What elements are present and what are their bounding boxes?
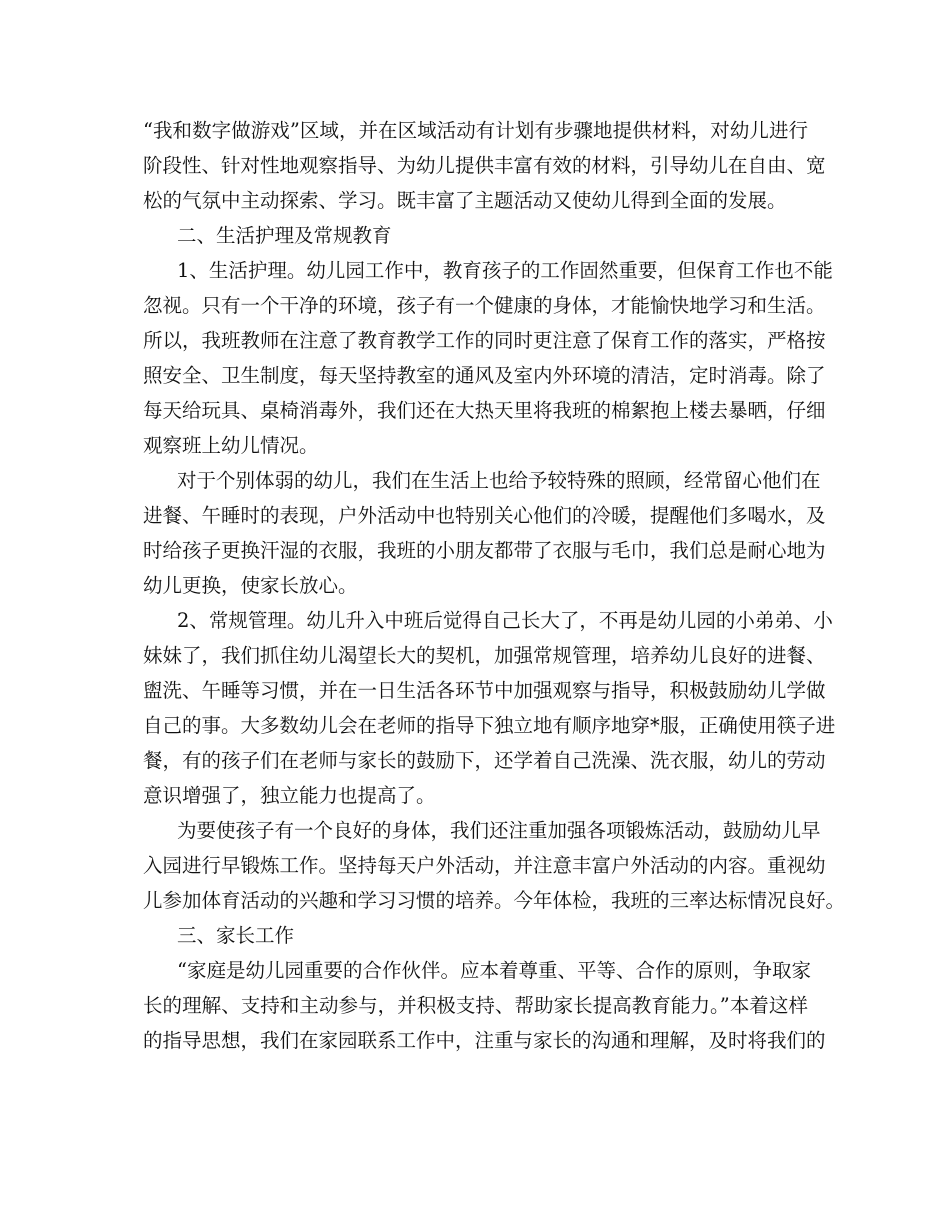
text-line: 入园进行早锻炼工作。坚持每天户外活动，并注意丰富户外活动的内容。重视幼	[143, 854, 826, 877]
text-line: 盥洗、午睡等习惯，并在一日生活各环节中加强观察与指导，积极鼓励幼儿学做	[143, 679, 826, 702]
text-line: 进餐、午睡时的表现，户外活动中也特别关心他们的冷暖，提醒他们多喝水，及	[143, 504, 826, 527]
text-line: 自己的事。大多数幼儿会在老师的指导下独立地有顺序地穿*服，正确使用筷子进	[143, 714, 836, 737]
document-body	[143, 113, 846, 1058]
text-line: 为要使孩子有一个良好的身体，我们还注重加强各项锻炼活动，鼓励幼儿早	[177, 819, 821, 842]
text-line: 时给孩子更换汗湿的衣服，我班的小朋友都带了衣服与毛巾，我们总是耐心地为	[143, 539, 826, 562]
text-line: 的指导思想，我们在家园联系工作中，注重与家长的沟通和理解，及时将我们的	[143, 1029, 826, 1052]
text-line: 每天给玩具、桌椅消毒外，我们还在大热天里将我班的棉絮抱上楼去暴晒，仔细	[143, 399, 826, 422]
text-line: 妹妹了，我们抓住幼儿渴望长大的契机，加强常规管理，培养幼儿良好的进餐、	[143, 644, 826, 667]
text-line: 1、生活护理。幼儿园工作中，教育孩子的工作固然重要，但保育工作也不能	[177, 259, 833, 282]
section-heading: 二、生活护理及常规教育	[177, 224, 392, 247]
text-line: “我和数字做游戏”区域，并在区域活动有计划有步骤地提供材料，对幼儿进行	[143, 119, 808, 142]
text-line: 忽视。只有一个干净的环境，孩子有一个健康的身体，才能愉快地学习和生活。	[143, 294, 826, 317]
text-line: 所以，我班教师在注意了教育教学工作的同时更注意了保育工作的落实，严格按	[143, 329, 826, 352]
text-line: “家庭是幼儿园重要的合作伙伴。应本着尊重、平等、合作的原则，争取家	[177, 959, 811, 982]
text-line: 长的理解、支持和主动参与，并积极支持、帮助家长提高教育能力。”本着这样	[143, 994, 808, 1017]
text-line: 2、常规管理。幼儿升入中班后觉得自己长大了，不再是幼儿园的小弟弟、小	[177, 609, 833, 632]
text-line: 意识增强了，独立能力也提高了。	[143, 784, 436, 807]
text-line: 观察班上幼儿情况。	[143, 434, 319, 457]
text-line: 照安全、卫生制度，每天坚持教室的通风及室内外环境的清洁，定时消毒。除了	[143, 364, 826, 387]
text-line: 阶段性、针对性地观察指导、为幼儿提供丰富有效的材料，引导幼儿在自由、宽	[143, 154, 826, 177]
text-line: 餐，有的孩子们在老师与家长的鼓励下，还学着自己洗澡、洗衣服，幼儿的劳动	[143, 749, 826, 772]
section-heading: 三、家长工作	[177, 924, 295, 947]
text-line: 儿参加体育活动的兴趣和学习习惯的培养。今年体检，我班的三率达标情况良好。	[143, 889, 846, 912]
text-line: 松的气氛中主动探索、学习。既丰富了主题活动又使幼儿得到全面的发展。	[143, 189, 787, 212]
text-line: 对于个别体弱的幼儿，我们在生活上也给予较特殊的照顾，经常留心他们在	[177, 469, 821, 492]
text-line: 幼儿更换，使家长放心。	[143, 574, 358, 597]
